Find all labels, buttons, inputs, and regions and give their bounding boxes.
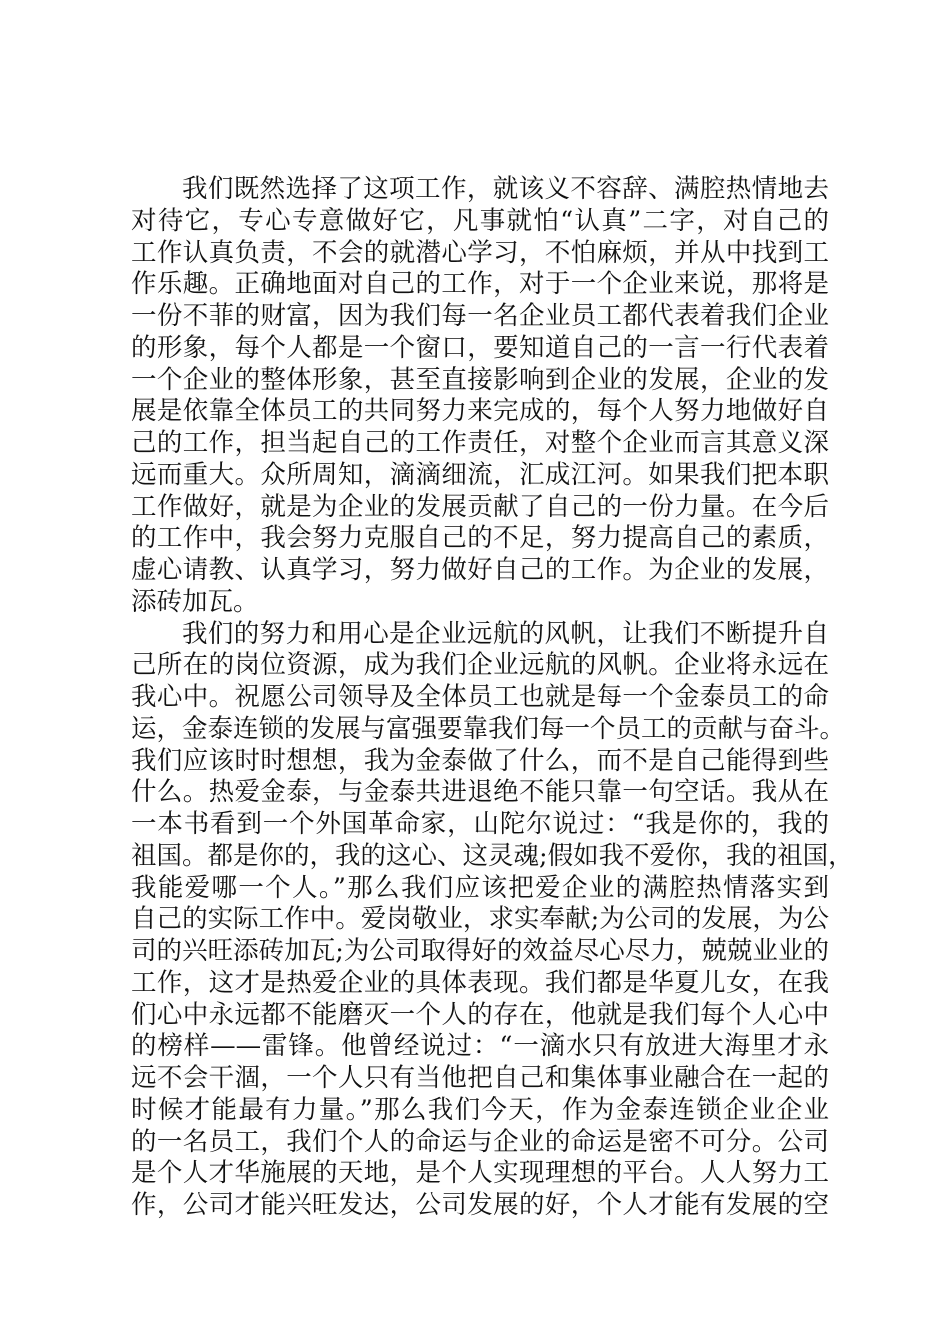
text-line: 己所在的岗位资源，成为我们企业远航的风帆。企业将永远在 <box>131 650 829 681</box>
text-line: 什么。热爱金泰，与金泰共进退绝不能只靠一句空话。我从在 <box>131 777 829 808</box>
text-line: 工作，这才是热爱企业的具体表现。我们都是华夏儿女，在我 <box>131 967 829 998</box>
text-line: 司的兴旺添砖加瓦;为公司取得好的效益尽心尽力，兢兢业业的 <box>131 936 829 966</box>
paragraph-2 <box>131 618 854 1222</box>
text-line: 远不会干涸，一个人只有当他把自己和集体事业融合在一起的 <box>131 1063 829 1093</box>
text-line: 对待它，专心专意做好它，凡事就怕“认真”二字，对自己的 <box>131 205 829 236</box>
text-line: 己的工作，担当起自己的工作责任，对整个企业而言其意义深 <box>131 428 829 458</box>
text-line: 的工作中，我会努力克服自己的不足，努力提高自己的素质， <box>131 523 829 554</box>
text-line: 作乐趣。正确地面对自己的工作，对于一个企业来说，那将是 <box>131 269 829 300</box>
text-line: 我们应该时时想想，我为金泰做了什么，而不是自己能得到些 <box>131 745 829 776</box>
text-line: 工作做好，就是为企业的发展贡献了自己的一份力量。在今后 <box>131 491 829 522</box>
text-line: 工作认真负责，不会的就潜心学习，不怕麻烦，并从中找到工 <box>131 237 829 268</box>
text-line: 一个企业的整体形象，甚至直接影响到企业的发展，企业的发 <box>131 364 829 395</box>
text-line: 祖国。都是你的，我的这心、这灵魂;假如我不爱你，我的祖国， <box>131 840 854 871</box>
text-line: 我能爱哪一个人。”那么我们应该把爱企业的满腔热情落实到 <box>131 872 829 903</box>
text-line: 一本书看到一个外国革命家，山陀尔说过：“我是你的，我的 <box>131 809 829 839</box>
text-line: 运，金泰连锁的发展与富强要靠我们每一个员工的贡献与奋斗。 <box>131 713 846 744</box>
text-line: 我们既然选择了这项工作，就该义不容辞、满腔热情地去 <box>182 174 829 204</box>
text-line: 是个人才华施展的天地，是个人实现理想的平台。人人努力工 <box>131 1158 829 1189</box>
text-line: 们心中永远都不能磨灭一个人的存在，他就是我们每个人心中 <box>131 999 829 1030</box>
text-line: 的形象，每个人都是一个窗口，要知道自己的一言一行代表着 <box>131 332 829 363</box>
text-line: 添砖加瓦。 <box>131 586 259 617</box>
text-line: 时候才能最有力量。”那么我们今天，作为金泰连锁企业企业 <box>131 1094 829 1125</box>
text-line: 展是依靠全体员工的共同努力来完成的，每个人努力地做好自 <box>131 396 829 427</box>
text-line: 的榜样——雷锋。他曾经说过：“一滴水只有放进大海里才永 <box>131 1031 829 1062</box>
text-line: 作，公司才能兴旺发达，公司发展的好，个人才能有发展的空 <box>131 1190 829 1220</box>
document-body <box>131 174 854 1222</box>
paragraph-1 <box>131 174 829 619</box>
text-line: 的一名员工，我们个人的命运与企业的命运是密不可分。公司 <box>131 1126 829 1157</box>
text-line: 自己的实际工作中。爱岗敬业，求实奉献;为公司的发展，为公 <box>131 904 829 935</box>
text-line: 我心中。祝愿公司领导及全体员工也就是每一个金泰员工的命 <box>131 682 829 712</box>
text-line: 一份不菲的财富，因为我们每一名企业员工都代表着我们企业 <box>131 301 829 331</box>
text-line: 虚心请教、认真学习，努力做好自己的工作。为企业的发展， <box>131 555 829 585</box>
text-line: 远而重大。众所周知，滴滴细流，汇成江河。如果我们把本职 <box>131 459 829 490</box>
text-line: 我们的努力和用心是企业远航的风帆，让我们不断提升自 <box>182 618 829 649</box>
